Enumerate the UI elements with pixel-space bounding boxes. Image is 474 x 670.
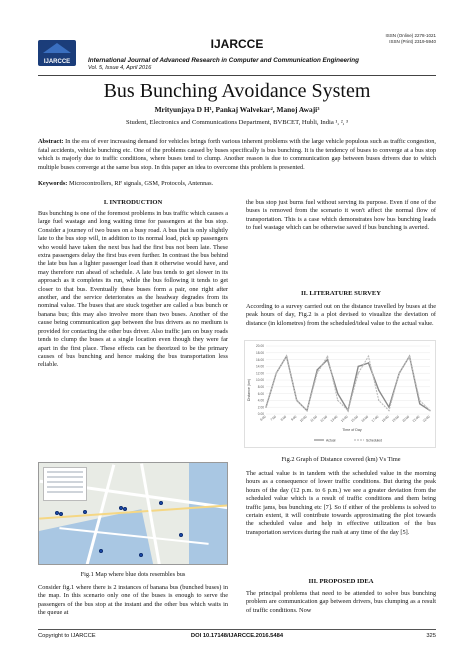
keywords-label: Keywords:: [38, 180, 68, 187]
chart-x-tick-label: 14:00: [339, 414, 349, 423]
chart-legend-label: Scheduled: [366, 438, 383, 443]
intro-text: Bus bunching is one of the foremost problems in bus traffic which causes a large fuel wastage and long waiting time for passengers at the bus stop. Consider a journey of two buses on a busy road. A bus that is only slightly late to the bus stop will, in addition to its normal load, pick up passengers who would have taken the next bus had the first bus not been late. These extra passengers delay the first bus even further. In contrast the bus behind the late bus has a lighter passenger load than it otherwise would have, and may therefore run ahead of schedule. A late bus tends to get slower in its approach as it completes its run, while the bus following it tends to get closer to that bus. Eventually these buses form a pair, one right after another, and the service deteriorates as the headway degrades from its nominal value. The buses that are stuck together are called a bus bunch or banana bus; this may also involve more than two buses. Another of the cause being communication gap between the bus drivers as no medium is provided for contacting the other bus driver. Also traffic jam on busy roads tends to clump the buses at a single location even though they were far apart in the first place. These effects can be theorized to be the primary causes of bus bunching and hence making the bus transportation less reliable.: [38, 210, 228, 369]
chart-point: [358, 373, 359, 374]
bus-dot: [99, 549, 103, 553]
bus-dot: [179, 533, 183, 537]
abstract-label: Abstract:: [38, 138, 64, 145]
literature-text: According to a survey carried out on the distance travelled by buses at the peak hours of day, Fig.2 is a plot devised to visualize the deviation of distance (in kilometres) from the scheduled/ideal value to the actual value.: [246, 303, 436, 327]
issn-print: ISSN (Print) 2319-5940: [389, 39, 436, 44]
chart-x-tick-label: 18:00: [380, 414, 390, 423]
journal-code: IJARCCE: [210, 37, 264, 51]
chart-point: [265, 407, 266, 408]
journal-name: International Journal of Advanced Research in Computer and Communication Engineering: [88, 57, 359, 64]
chart-point: [347, 410, 348, 411]
footer-copyright: Copyright to IJARCCE: [38, 633, 96, 639]
chart-point: [317, 369, 318, 370]
chart-point: [317, 373, 318, 374]
bus-dot: [83, 510, 87, 514]
bus-dot: [159, 501, 163, 505]
chart-point: [399, 373, 400, 374]
chart-point: [286, 356, 287, 357]
fig2-discussion-text: The actual value is in tandem with the scheduled value in the morning hours as a consequence of lower traffic conditions. But during the peak hours of the day (12 p.m. to 6 p.m.) we see a greater deviation from the scheduled value which is a result of traffic conditions and them being traffic jams, bus bunching etc [7]. So if either of the problems is solved to certain extent, it will contribute towards approximating the plot towards the scheduled value and help in effective utilization of the bus transportation services during the rush at any time of the day [5].: [246, 470, 436, 536]
map-route-panel: [43, 467, 87, 501]
intro-heading: I. INTRODUCTION: [103, 199, 163, 206]
paper-title: Bus Bunching Avoidance System: [103, 80, 371, 102]
chart-point: [409, 356, 410, 357]
chart-x-tick-label: 9:00: [290, 414, 298, 422]
chart-point: [306, 410, 307, 411]
chart-y-axis-label: Distance (km): [247, 378, 251, 402]
chart-point: [368, 356, 369, 357]
chart-y-tick-label: 4.00: [257, 398, 264, 403]
chart-y-tick-label: 20.00: [256, 344, 264, 349]
chart-x-tick-label: 11:00: [309, 414, 318, 423]
keywords-text: Microcontrollers, RF signals, GSM, Protocols, Antennas.: [67, 180, 214, 187]
chart-point: [358, 366, 359, 367]
footer-rule: [38, 629, 436, 630]
chart-point: [388, 410, 389, 411]
paper-affiliation: Student, Electronics and Communications Department, BVBCET, Hubli, India ¹, ², ³: [126, 119, 348, 126]
chart-x-tick-label: 20:00: [401, 414, 411, 423]
chart-y-tick-label: 18.00: [256, 351, 264, 355]
chart-point: [368, 362, 369, 363]
chart-point: [337, 400, 338, 401]
chart-x-tick-label: 6:00: [259, 414, 267, 422]
fig2-caption: Fig.2 Graph of Distance covered (km) Vs Time: [281, 456, 401, 463]
chart-y-tick-label: 8.00: [257, 385, 264, 389]
chart-point: [276, 373, 277, 374]
footer-doi: DOI 10.17148/IJARCCE.2016.5484: [190, 633, 284, 639]
chart-point: [337, 393, 338, 394]
proposed-text: The principal problems that need to be attended to solve bus bunching problem are communication gap between drivers, bus clumping as a result of traffic conditions. Now: [246, 590, 436, 614]
chart-point: [419, 400, 420, 401]
chart-point: [296, 400, 297, 401]
chart-x-tick-label: 22:00: [421, 414, 431, 423]
logo-text: IJARCCE: [43, 59, 71, 65]
chart-point: [419, 403, 420, 404]
chart-point: [429, 410, 430, 411]
issn-online: ISSN (Online) 2278-1021: [385, 33, 436, 38]
fig1-map: [38, 462, 228, 565]
journal-volume: Vol. 5, Issue 4, April 2016: [88, 65, 152, 71]
chart-point: [327, 356, 328, 357]
chart-x-tick-label: 12:00: [319, 414, 329, 423]
header-rule: [38, 75, 436, 76]
chart-x-tick-label: 15:00: [350, 414, 359, 423]
chart-x-axis-label: Time of Day: [342, 428, 362, 432]
issn-block: [385, 33, 436, 45]
chart-frame: [245, 341, 436, 448]
keywords: [38, 180, 436, 189]
chart-x-tick-label: 7:00: [269, 414, 277, 422]
chart-y-tick-label: 14.00: [256, 364, 264, 369]
literature-heading: II. LITERATURE SURVEY: [300, 290, 382, 297]
chart-point: [378, 400, 379, 401]
map-water-east: [189, 462, 228, 565]
chart-x-tick-label: 17:00: [370, 414, 380, 423]
chart-x-tick-label: 16:00: [360, 414, 370, 423]
chart-legend-label: Actual: [326, 438, 336, 443]
bus-dot: [123, 507, 127, 511]
bus-dot: [139, 553, 143, 557]
paper-authors: Mrityunjaya D H¹, Pankaj Walvekar², Manoj Awaji³: [154, 105, 320, 114]
fig2-chart: [244, 340, 436, 448]
chart-y-tick-label: 10.00: [256, 378, 264, 383]
chart-x-tick-label: 10:00: [298, 414, 308, 423]
abstract-text: In the era of ever increasing demand for vehicles brings forth various inherent problems with the large vehicle populous such as traffic congestion, fatal accidents, vehicle bunching etc. One of the problems caused by buses specifically is bus bunching. It is the tendency of buses to converge at a bus stop which is majorly due to traffic conditions, where buses tend to clump. Another reason is due to communication gap between buses drivers due to which multiple buses converge at the same bus stop. In this paper an idea to overcome this problem is presented.: [38, 138, 436, 171]
chart-x-tick-label: 13:00: [329, 414, 339, 423]
chart-y-tick-label: 0.00: [257, 412, 264, 417]
chart-y-tick-label: 2.00: [257, 405, 264, 410]
chart-y-tick-label: 16.00: [256, 357, 264, 362]
fig1-followup-text: Consider fig.1 where there is 2 instances of banana bus (bunched buses) in the map. In this scenario only one of the buses is enough to serve the passengers of the bus stop at the instant and the other bus which waits in the queue at: [38, 584, 228, 617]
bus-dot: [59, 512, 63, 516]
chart-y-tick-label: 12.00: [256, 371, 264, 376]
chart-point: [378, 390, 379, 391]
fig1-caption: Fig.1 Map where blue dots resembles bus: [80, 571, 186, 578]
chart-x-tick-label: 19:00: [391, 414, 400, 423]
chart-y-tick-label: 6.00: [257, 391, 264, 396]
right-column-top-text: the bus stop just burns fuel without serving its purpose. Even if one of the buses is removed from the scenario it won't affect the normal flow of transportation. This is a case which demonstrates how bus bunching leads to fuel wastage which can be otherwise saved if bus bunching is averted.: [246, 199, 436, 232]
abstract: [38, 138, 436, 172]
chart-x-tick-label: 21:00: [411, 414, 421, 423]
proposed-heading: III. PROPOSED IDEA: [308, 578, 374, 585]
chart-x-tick-label: 8:00: [279, 414, 288, 422]
footer-page-number: 325: [426, 633, 436, 639]
